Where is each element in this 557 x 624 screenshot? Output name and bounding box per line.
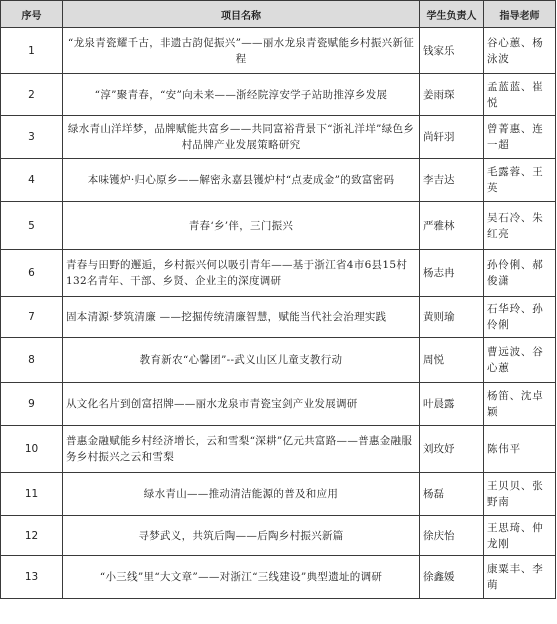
table-row (1, 556, 556, 599)
row-title: 青春与田野的邂逅，乡村振兴何以吸引青年——基于浙江省4市6县15村132名青年、干部、乡贤、企业主的深度调研 (63, 250, 420, 297)
row-advisor: 王贝贝、张野南 (484, 473, 556, 516)
table-row (1, 202, 556, 250)
table-row (1, 116, 556, 159)
row-title: 本味镬炉·归心原乡——解密永嘉县镬炉村“点麦成金”的致富密码 (63, 159, 420, 202)
row-advisor: 王思琦、仲龙刚 (484, 516, 556, 556)
row-advisor: 石华玲、孙伶俐 (484, 297, 556, 338)
row-title: 寻梦武义，共筑后陶——后陶乡村振兴新篇 (63, 516, 420, 556)
row-no: 2 (1, 74, 63, 116)
row-title: 绿水青山——推动清洁能源的普及和应用 (63, 473, 420, 516)
row-no: 10 (1, 426, 63, 473)
row-advisor: 吴石冷、朱红亮 (484, 202, 556, 250)
table-row (1, 297, 556, 338)
row-no: 11 (1, 473, 63, 516)
row-title: 固本清源·梦筑清廉 ——挖掘传统清廉智慧，赋能当代社会治理实践 (63, 297, 420, 338)
row-title: 从文化名片到创富招牌——丽水龙泉市青瓷宝剑产业发展调研 (63, 383, 420, 426)
row-advisor: 毛露蓉、王英 (484, 159, 556, 202)
row-no: 6 (1, 250, 63, 297)
row-advisor: 杨笛、沈卓颖 (484, 383, 556, 426)
table-row (1, 250, 556, 297)
row-lead: 尚轩羽 (420, 116, 484, 159)
row-advisor: 谷心蕙、杨泳波 (484, 28, 556, 74)
row-no: 13 (1, 556, 63, 599)
row-title: 绿水青山洋垟梦，品牌赋能共富乡——共同富裕背景下“浙礼洋垟”绿色乡村品牌产业发展策略研究 (63, 116, 420, 159)
row-lead: 刘玫妤 (420, 426, 484, 473)
table-row (1, 426, 556, 473)
row-lead: 严雅林 (420, 202, 484, 250)
row-no: 7 (1, 297, 63, 338)
row-title: “龙泉青瓷耀千古，非遗古韵促振兴”——丽水龙泉青瓷赋能乡村振兴新征程 (63, 28, 420, 74)
row-lead: 钱家乐 (420, 28, 484, 74)
row-lead: 姜雨琛 (420, 74, 484, 116)
table-row (1, 473, 556, 516)
row-no: 5 (1, 202, 63, 250)
row-title: 普惠金融赋能乡村经济增长，云和雪梨“深耕”亿元共富路——普惠金融服务乡村振兴之云和雪梨 (63, 426, 420, 473)
header-row (1, 1, 556, 28)
table-row (1, 159, 556, 202)
table-row (1, 383, 556, 426)
row-advisor: 曾菁惠、连一超 (484, 116, 556, 159)
row-no: 3 (1, 116, 63, 159)
row-lead: 杨磊 (420, 473, 484, 516)
row-title: 教育新农“心馨团”--武义山区儿童支教行动 (63, 338, 420, 383)
row-lead: 李吉达 (420, 159, 484, 202)
table-row (1, 28, 556, 74)
row-no: 4 (1, 159, 63, 202)
row-no: 1 (1, 28, 63, 74)
row-no: 9 (1, 383, 63, 426)
row-advisor: 陈伟平 (484, 426, 556, 473)
row-lead: 杨志冉 (420, 250, 484, 297)
table-body (1, 28, 556, 599)
row-advisor: 孙伶俐、郝俊潇 (484, 250, 556, 297)
row-title: 青春‘乡’伴，三门振兴 (63, 202, 420, 250)
table-row (1, 338, 556, 383)
header-title: 项目名称 (63, 1, 420, 28)
header-advisor: 指导老师 (484, 1, 556, 28)
table-row (1, 74, 556, 116)
row-lead: 叶晨露 (420, 383, 484, 426)
row-title: “淳”聚青春，“安”向未来——浙经院淳安学子站助推淳乡发展 (63, 74, 420, 116)
row-title: “小三线”里“大文章”——对浙江“三线建设”典型遗址的调研 (63, 556, 420, 599)
row-lead: 徐鑫媛 (420, 556, 484, 599)
row-lead: 黄则瑜 (420, 297, 484, 338)
row-advisor: 康粟丰、李萌 (484, 556, 556, 599)
header-no: 序号 (1, 1, 63, 28)
table-row (1, 516, 556, 556)
row-lead: 徐庆怡 (420, 516, 484, 556)
row-no: 8 (1, 338, 63, 383)
row-lead: 周悦 (420, 338, 484, 383)
row-advisor: 孟蓝蓝、崔悦 (484, 74, 556, 116)
row-no: 12 (1, 516, 63, 556)
table-header (1, 1, 556, 28)
header-lead: 学生负责人 (420, 1, 484, 28)
row-advisor: 曹远波、谷心蕙 (484, 338, 556, 383)
